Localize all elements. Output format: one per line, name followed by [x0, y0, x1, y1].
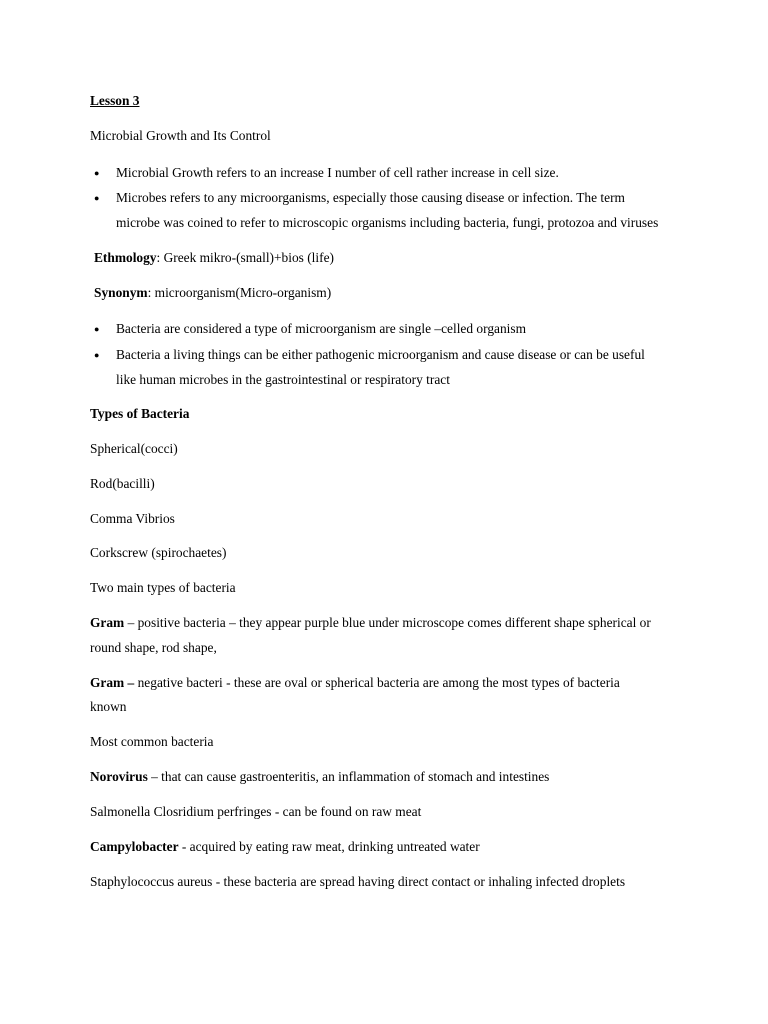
synonym-label: Synonym: [94, 285, 148, 300]
list-item: Microbial Growth refers to an increase I number of cell rather increase in cell size.: [116, 165, 559, 180]
gram-positive-text: – positive bacteria – they appear purple blue under microscope comes different shape spherical or: [124, 615, 651, 630]
list-item: Bacteria a living things can be either pathogenic microorganism and cause disease or can be useful: [116, 347, 645, 362]
gram-negative-line: [90, 675, 620, 691]
norovirus-line: [90, 769, 549, 785]
campylobacter-text: - acquired by eating raw meat, drinking untreated water: [178, 839, 480, 854]
gram-negative-label: Gram –: [90, 675, 135, 690]
type-item: Comma Vibrios: [90, 511, 175, 526]
synonym-line: [94, 285, 331, 301]
two-main-types: Two main types of bacteria: [90, 580, 236, 595]
norovirus-text: – that can cause gastroenteritis, an inflammation of stomach and intestines: [147, 769, 550, 784]
ethmology-line: [94, 250, 334, 266]
gram-positive-continuation: round shape, rod shape,: [90, 640, 217, 655]
list-item: Bacteria are considered a type of microorganism are single –celled organism: [116, 321, 526, 336]
type-item: Corkscrew (spirochaetes): [90, 545, 227, 560]
bullet-icon: ●: [94, 193, 100, 203]
gram-positive-label: Gram: [90, 615, 125, 630]
list-item-continuation: like human microbes in the gastrointestinal or respiratory tract: [116, 372, 450, 387]
staphylococcus-line: Staphylococcus aureus - these bacteria are spread having direct contact or inhaling infected droplets: [90, 874, 626, 889]
gram-negative-continuation: known: [90, 699, 127, 714]
type-item: Spherical(cocci): [90, 441, 178, 456]
bullet-icon: ●: [94, 350, 100, 360]
ethmology-text: : Greek mikro-(small)+bios (life): [156, 250, 334, 265]
campylobacter-label: Campylobacter: [90, 839, 179, 854]
types-heading: Types of Bacteria: [90, 406, 190, 421]
synonym-text: : microorganism(Micro-organism): [147, 285, 332, 300]
most-common-heading: Most common bacteria: [90, 734, 214, 749]
gram-positive-line: [90, 615, 651, 631]
list-item: Microbes refers to any microorganisms, especially those causing disease or infection. The term: [116, 190, 625, 205]
lesson-subtitle: Microbial Growth and Its Control: [90, 128, 271, 143]
salmonella-line: Salmonella Closridium perfringes - can be found on raw meat: [90, 804, 422, 819]
norovirus-label: Norovirus: [90, 769, 148, 784]
type-item: Rod(bacilli): [90, 476, 155, 491]
bullet-icon: ●: [94, 168, 100, 178]
ethmology-label: Ethmology: [94, 250, 157, 265]
bullet-icon: ●: [94, 324, 100, 334]
lesson-heading: Lesson 3: [90, 93, 140, 108]
campylobacter-line: [90, 839, 480, 855]
gram-negative-text: negative bacteri - these are oval or spherical bacteria are among the most types of bacteria: [134, 675, 620, 690]
list-item-continuation: microbe was coined to refer to microscopic organisms including bacteria, fungi, protozoa and viruses: [116, 215, 659, 230]
